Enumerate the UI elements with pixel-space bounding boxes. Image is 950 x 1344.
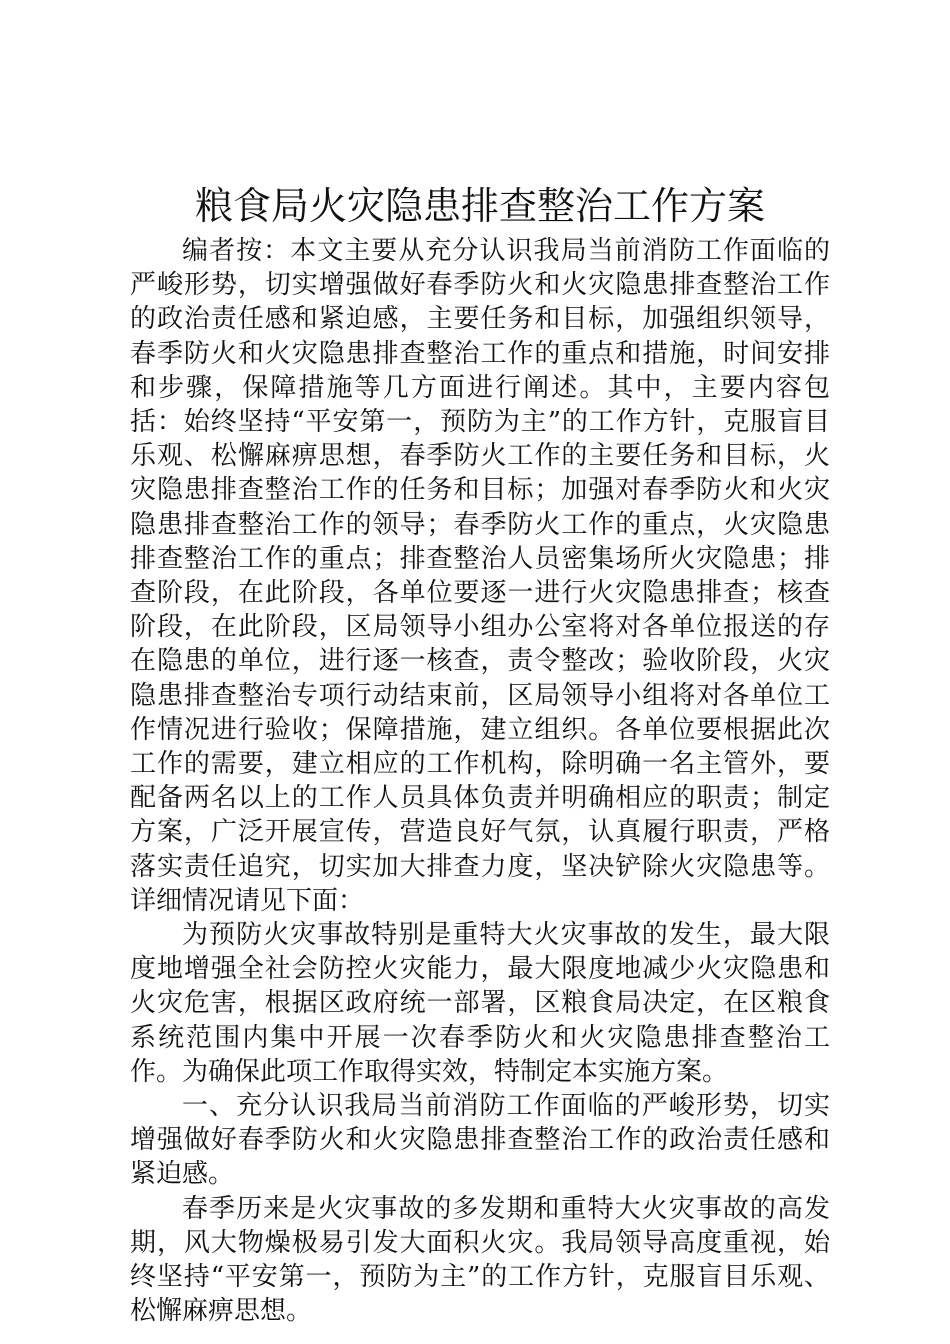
body-paragraph: 为预防火灾事故特别是重特大火灾事故的发生，最大限度地增强全社会防控火灾能力，最大限度地减少火灾隐患和火灾危害，根据区政府统一部署，区粮食局决定，在区粮食系统范围内集中开展一次春季防火和火灾隐患排查整治工作。为确保此项工作取得实效，特制定本实施方案。: [130, 920, 830, 1087]
editor-note-paragraph: 编者按：本文主要从充分认识我局当前消防工作面临的严峻形势，切实增强做好春季防火和火灾隐患排查整治工作的政治责任感和紧迫感，主要任务和目标，加强组织领导，春季防火和火灾隐患排查整治工作的重点和措施，时间安排和步骤，保障措施等几方面进行阐述。其中，主要内容包括：始终坚持“平安第一，预防为主”的工作方针，克服盲目乐观、松懈麻痹思想，春季防火工作的主要任务和目标，火灾隐患排查整治工作的任务和目标；加强对春季防火和火灾隐患排查整治工作的领导；春季防火工作的重点，火灾隐患排查整治工作的重点；排查整治人员密集场所火灾隐患；排查阶段，在此阶段，各单位要逐一进行火灾隐患排查；核查阶段，在此阶段，区局领导小组办公室将对各单位报送的存在隐患的单位，进行逐一核查，责令整改；验收阶段，火灾隐患排查整治专项行动结束前，区局领导小组将对各单位工作情况进行验收；保障措施，建立组织。各单位要根据此次工作的需要，建立相应的工作机构，除明确一名主管外，要配备两名以上的工作人员具体负责并明确相应的职责；制定方案，广泛开展宣传，营造良好气氛，认真履行职责，严格落实责任追究，切实加大排查力度，坚决铲除火灾隐患等。详细情况请见下面：: [130, 236, 830, 916]
document-title: 粮食局火灾隐患排查整治工作方案: [194, 184, 765, 228]
document-body: [130, 234, 830, 1329]
section-heading-paragraph: 一、充分认识我局当前消防工作面临的严峻形势，切实增强做好春季防火和火灾隐患排查整治工作的政治责任感和紧迫感。: [130, 1091, 830, 1190]
body-paragraph: 春季历来是火灾事故的多发期和重特大火灾事故的高发期，风大物燥极易引发大面积火灾。我局领导高度重视，始终坚持“平安第一，预防为主”的工作方针，克服盲目乐观、松懈麻痹思想。: [130, 1193, 830, 1327]
